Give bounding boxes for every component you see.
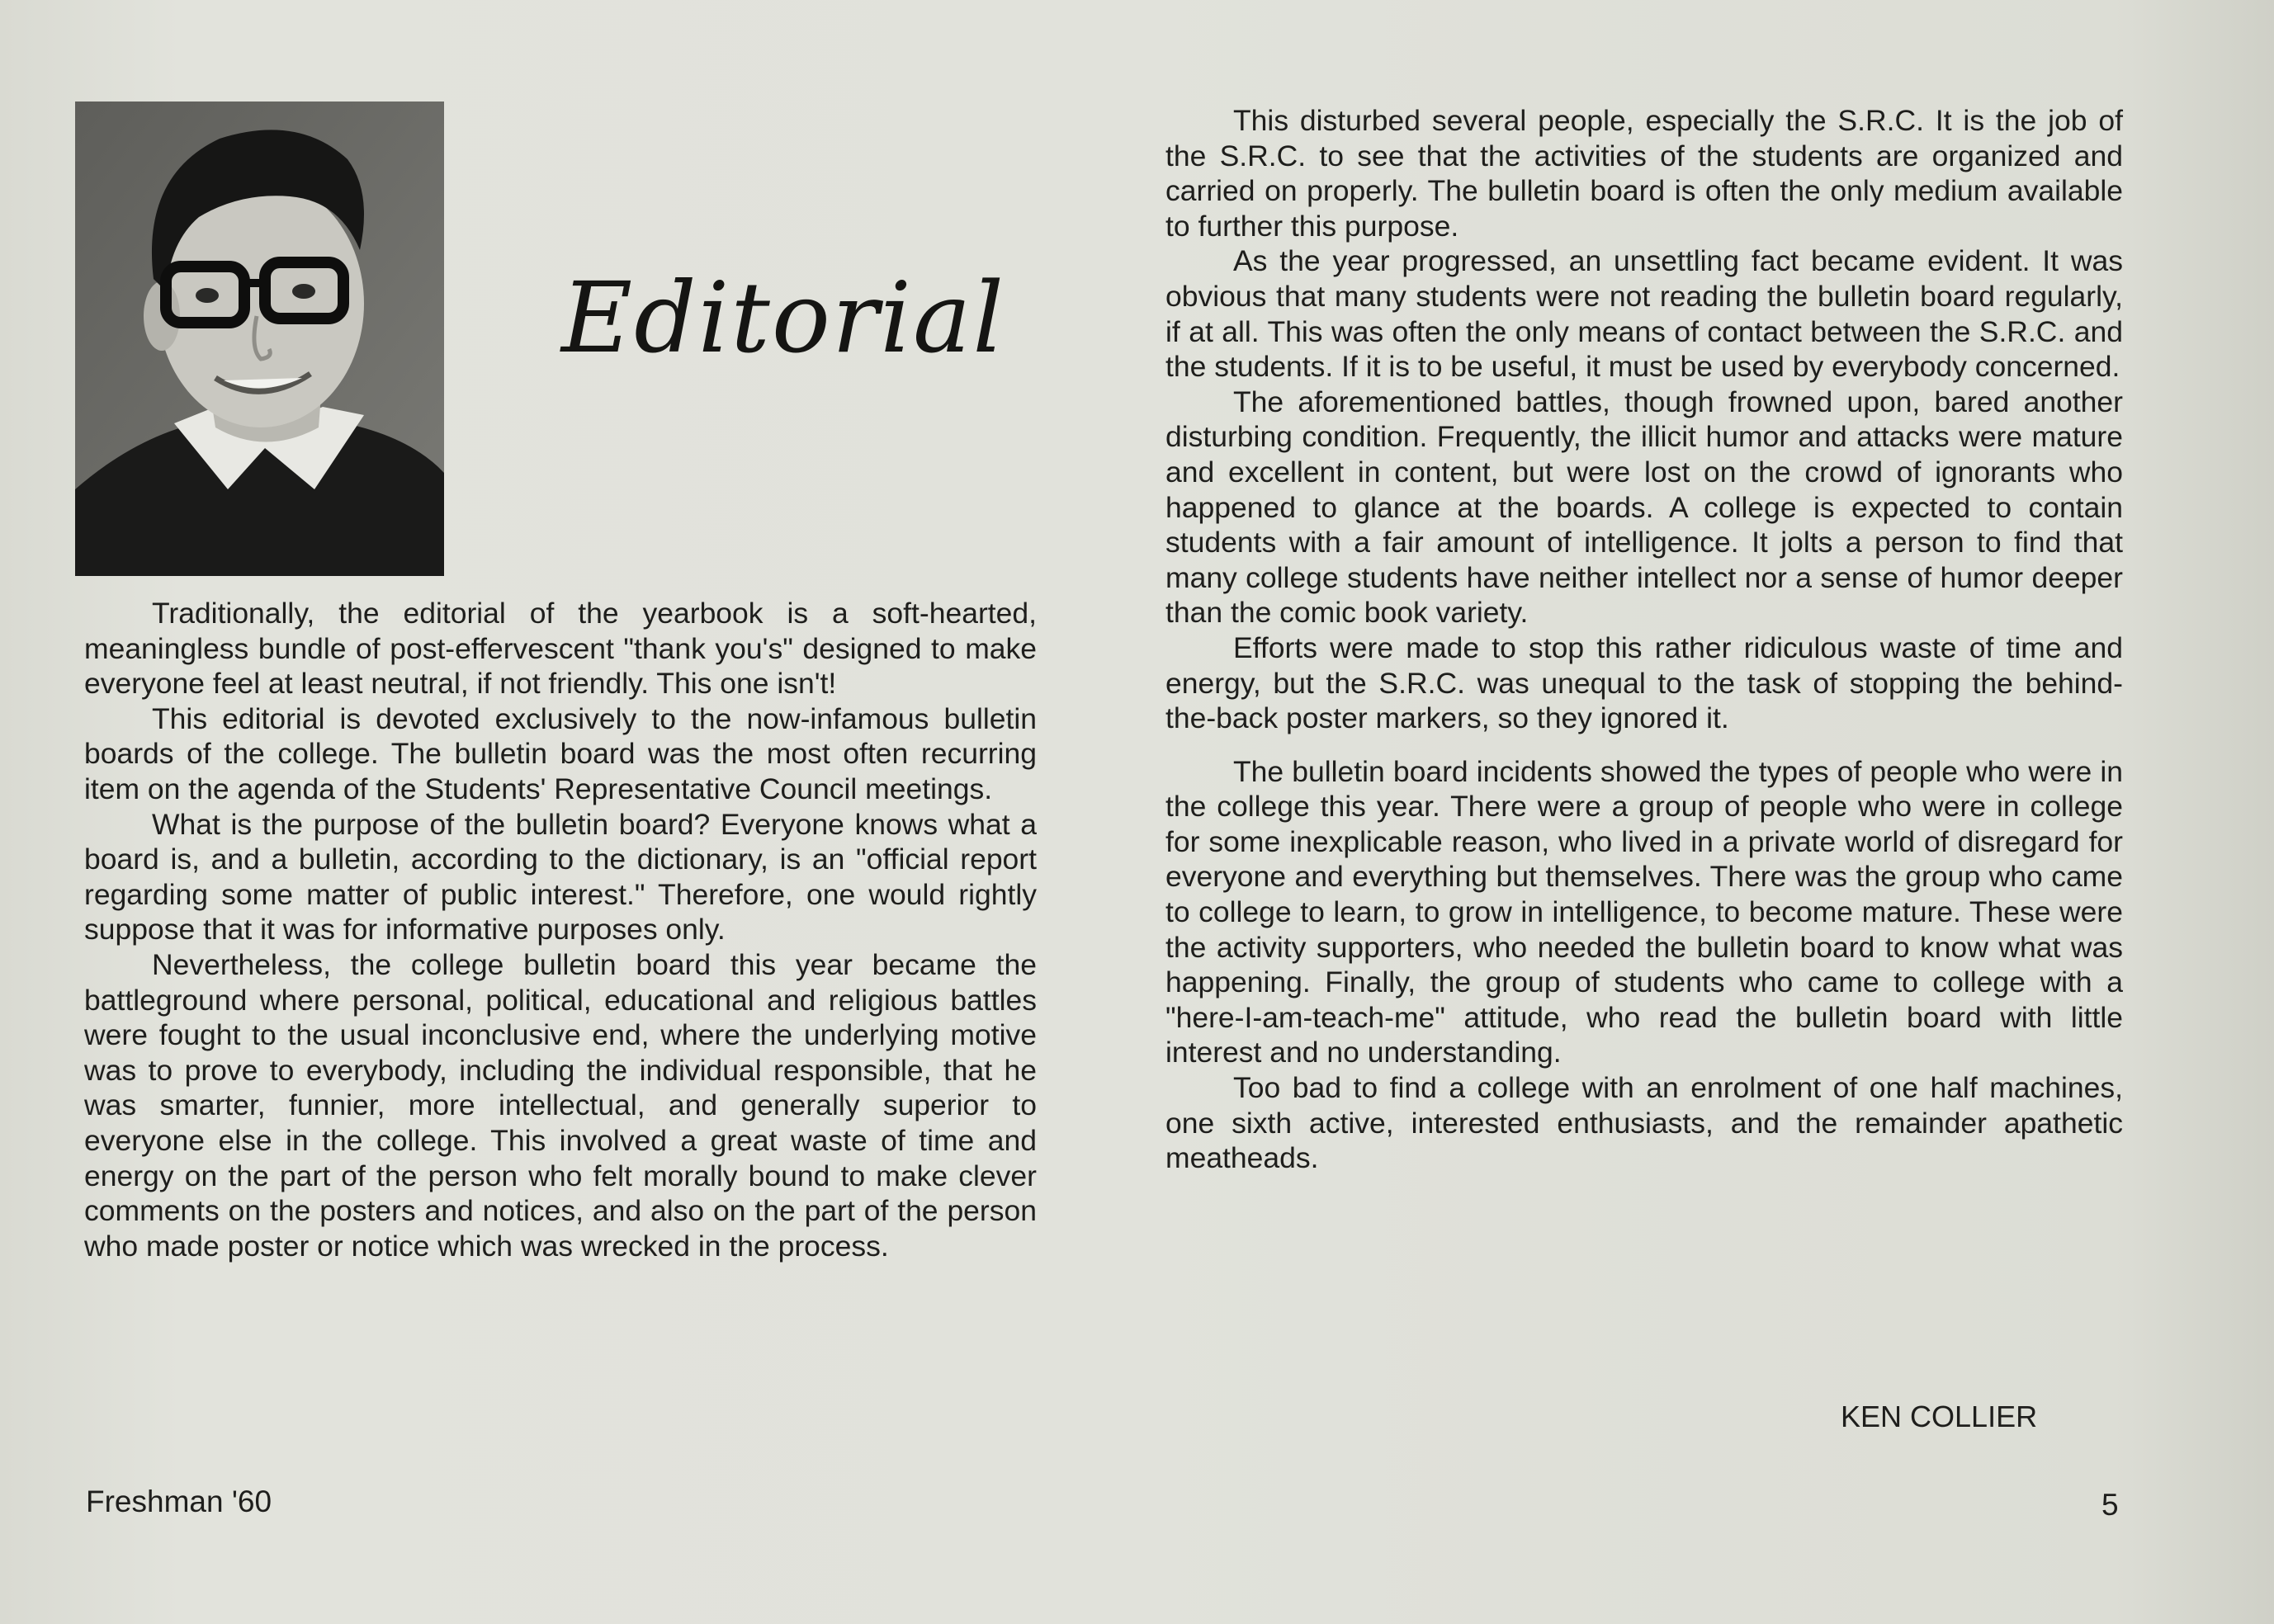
article-paragraph: Traditionally, the editorial of the yearbook is a soft-hearted, meaningless bundle of post-effervescent "thank you's" designed to make everyone feel at least neutral, if not friendly. This one isn't! <box>84 597 1037 701</box>
article-paragraph: Nevertheless, the college bulletin board this year became the battleground where personal, political, educational and religious battles were fought to the usual inconclusive end, where the underlying motive was to prove to everybody, including the individual responsible, that he was smarter, funnier, more intellectual, and generally superior to everyone else in the college. This involved a great waste of time and energy on the part of the person who felt morally bound to make clever comments on the posters and notices, and also on the part of the person who made poster or notice which was wrecked in the process. <box>84 947 1037 1263</box>
article-paragraph: Efforts were made to stop this rather ridiculous waste of time and energy, but the S.R.C. was unequal to the task of stopping the behind-the-back poster markers, so they ignored it. <box>1165 630 2123 735</box>
page-title: Editorial <box>561 261 1006 375</box>
article-paragraph: The bulletin board incidents showed the types of people who were in the college this year. There were a group of people who were in college for some inexplicable reason, who lived in a private world of disregard for everyone and everything but themselves. There was the group who came to college to learn, to grow in intelligence, to become mature. These were the activity supporters, who needed the bulletin board to know what was happening. Finally, the group of students who came to college with a "here-I-am-teach-me" attitude, who read the bulletin board with little interest and no understanding. <box>1165 754 2123 1069</box>
article-paragraph: This disturbed several people, especially the S.R.C. It is the job of the S.R.C. to see that the activities of the students are organized and carried on properly. The bulletin board is often the only medium available to further this purpose. <box>1165 104 2123 243</box>
left-article-column <box>84 596 1037 1263</box>
right-article-column <box>1165 103 2123 1176</box>
page-number: 5 <box>2101 1488 2119 1522</box>
footer-publication: Freshman '60 <box>86 1485 272 1518</box>
article-paragraph: As the year progressed, an unsettling fact became evident. It was obvious that many students were not reading the bulletin board regularly, if at all. This was often the only means of contact between the S.R.C. and the students. If it is to be useful, it must be used by everybody concerned. <box>1165 244 2123 384</box>
person-portrait-icon <box>75 102 444 576</box>
article-paragraph: Too bad to find a college with an enrolment of one half machines, one sixth active, interested enthusiasts, and the remainder apathetic meatheads. <box>1165 1071 2123 1175</box>
article-paragraph: The aforementioned battles, though frowned upon, bared another disturbing condition. Frequently, the illicit humor and attacks were mature and excellent in content, but were lost on the crowd of ignorants who happened to glance at the boards. A college is expected to contain students with a fair amount of intelligence. It jolts a person to find that many college students have neither intellect nor a sense of humor deeper than the comic book variety. <box>1165 385 2123 630</box>
article-paragraph: This editorial is devoted exclusively to the now-infamous bulletin boards of the college. The bulletin board was the most often recurring item on the agenda of the Students' Representative Council meetings. <box>84 701 1037 805</box>
article-paragraph: What is the purpose of the bulletin board? Everyone knows what a board is, and a bulletin, according to the dictionary, is an "official report regarding some matter of public interest." Therefore, one would rightly suppose that it was for informative purposes only. <box>84 807 1037 947</box>
author-signature: KEN COLLIER <box>1841 1400 2038 1433</box>
portrait-photo <box>75 102 444 576</box>
